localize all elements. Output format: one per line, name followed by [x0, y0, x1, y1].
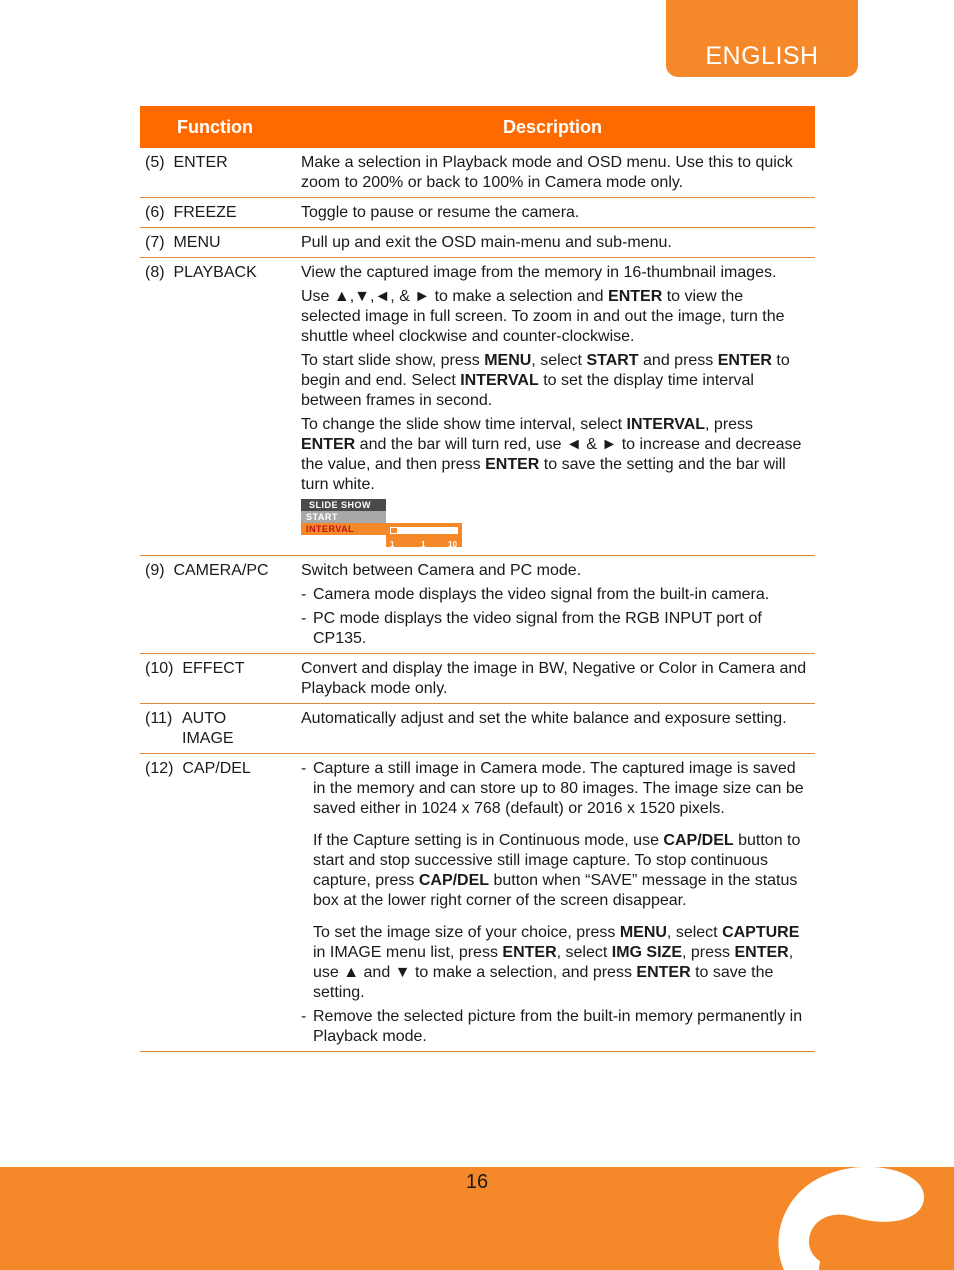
- description-column-header: Description: [502, 116, 603, 137]
- table-row: [140, 556, 815, 654]
- function-name: CAMERA/PC: [173, 562, 269, 579]
- row-number: (6): [145, 204, 165, 221]
- table-row: [140, 148, 815, 198]
- description-cell: [296, 708, 815, 749]
- function-cell: [140, 202, 296, 223]
- osd-interval-item: INTERVAL: [301, 523, 386, 535]
- description-cell: [296, 232, 815, 253]
- function-name: AUTO: [182, 710, 227, 727]
- osd-interval-bar: [386, 523, 462, 547]
- function-cell: [140, 560, 296, 649]
- bullet-item: - Camera mode displays the video signal from the built-in camera.: [301, 586, 770, 603]
- row-number: (10): [145, 660, 174, 677]
- description-cell: [296, 560, 815, 649]
- description-text: Automatically adjust and set the white balance and exposure setting.: [301, 710, 787, 727]
- language-label: ENGLISH: [705, 42, 819, 70]
- description-cell: [296, 758, 815, 1047]
- row-number: (11): [145, 710, 173, 727]
- function-cell: [140, 758, 296, 1047]
- description-text: To change the slide show time interval, select INTERVAL, press ENTER and the bar will turn red, use ◄ & ► to increase and decrease the value, and then press ENTER to save the setting and the bar will turn white.: [301, 416, 802, 493]
- function-cell: [140, 262, 296, 549]
- function-name: PLAYBACK: [173, 264, 257, 281]
- brand-swirl-icon: [764, 1167, 954, 1270]
- description-cell: [296, 262, 815, 549]
- function-cell: [140, 658, 296, 699]
- description-text: To set the image size of your choice, press MENU, select CAPTURE in IMAGE menu list, press ENTER, select IMG SIZE, press ENTER, use ▲ and ▼ to make a selection, and press ENTER to save the setting.: [313, 924, 800, 1001]
- row-number: (8): [145, 264, 165, 281]
- table-row: [140, 228, 815, 258]
- row-number: (7): [145, 234, 165, 251]
- function-name: FREEZE: [173, 204, 237, 221]
- osd-title: SLIDE SHOW: [301, 499, 386, 511]
- osd-max-value: 10: [448, 540, 457, 549]
- bullet-item: - Capture a still image in Camera mode. The captured image is saved in the memory and can store up to 80 images. The image size can be saved either in 1024 x 768 (default) or 2016 x 1520 pixels.: [301, 760, 804, 817]
- description-cell: [296, 152, 815, 193]
- osd-interval-track: [390, 527, 458, 534]
- row-number: (5): [145, 154, 165, 171]
- bullet-item: - PC mode displays the video signal from the RGB INPUT port of CP135.: [301, 610, 762, 647]
- bullet-item: - Remove the selected picture from the built-in memory permanently in Playback mode.: [301, 1008, 803, 1045]
- table-row: [140, 654, 815, 704]
- description-text: Toggle to pause or resume the camera.: [301, 204, 580, 221]
- description-text: Use ▲,▼,◄, & ► to make a selection and ENTER to view the selected image in full screen. To zoom in and out the image, turn the shuttle wheel clockwise and counter-clockwise.: [301, 288, 785, 345]
- page-number: 16: [465, 1171, 489, 1193]
- row-number: (12): [145, 760, 174, 777]
- description-text: If the Capture setting is in Continuous mode, use CAP/DEL button to start and stop successive still image capture. To stop continuous capture, press CAP/DEL button when “SAVE” message in the status box at the lower right corner of the screen disappear.: [313, 832, 801, 909]
- function-name: MENU: [173, 234, 221, 251]
- description-text: Pull up and exit the OSD main-menu and sub-menu.: [301, 234, 672, 251]
- osd-current-value: 1: [421, 540, 426, 549]
- function-cell: [140, 232, 296, 253]
- osd-start-item: START: [301, 511, 386, 523]
- table-row: [140, 704, 815, 754]
- table-row: [140, 198, 815, 228]
- function-name: EFFECT: [182, 660, 245, 677]
- description-text: View the captured image from the memory in 16-thumbnail images.: [301, 264, 777, 281]
- function-cell: [140, 152, 296, 193]
- table-row: [140, 258, 815, 556]
- language-tab: [666, 0, 858, 77]
- description-text: Convert and display the image in BW, Negative or Color in Camera and Playback mode only.: [301, 660, 807, 697]
- function-name: CAP/DEL: [182, 760, 251, 777]
- description-text: To start slide show, press MENU, select START and press ENTER to begin and end. Select INTERVAL to set the display time interval between frames in second.: [301, 352, 790, 409]
- description-text: Make a selection in Playback mode and OSD menu. Use this to quick zoom to 200% or back to 100% in Camera mode only.: [301, 154, 793, 191]
- description-cell: [296, 202, 815, 223]
- table-row: [140, 754, 815, 1052]
- description-cell: [296, 658, 815, 699]
- page-footer: [0, 1167, 954, 1270]
- function-name: ENTER: [173, 154, 228, 171]
- row-number: (9): [145, 562, 165, 579]
- function-cell: [140, 708, 296, 749]
- function-table: [140, 106, 815, 1052]
- slide-show-osd-illustration: [301, 499, 471, 549]
- function-name: IMAGE: [182, 730, 234, 747]
- osd-min-value: 1: [390, 540, 395, 549]
- osd-interval-knob: [391, 528, 397, 533]
- description-text: Switch between Camera and PC mode.: [301, 562, 582, 579]
- table-header: [140, 106, 815, 148]
- function-column-header: Function: [177, 116, 253, 137]
